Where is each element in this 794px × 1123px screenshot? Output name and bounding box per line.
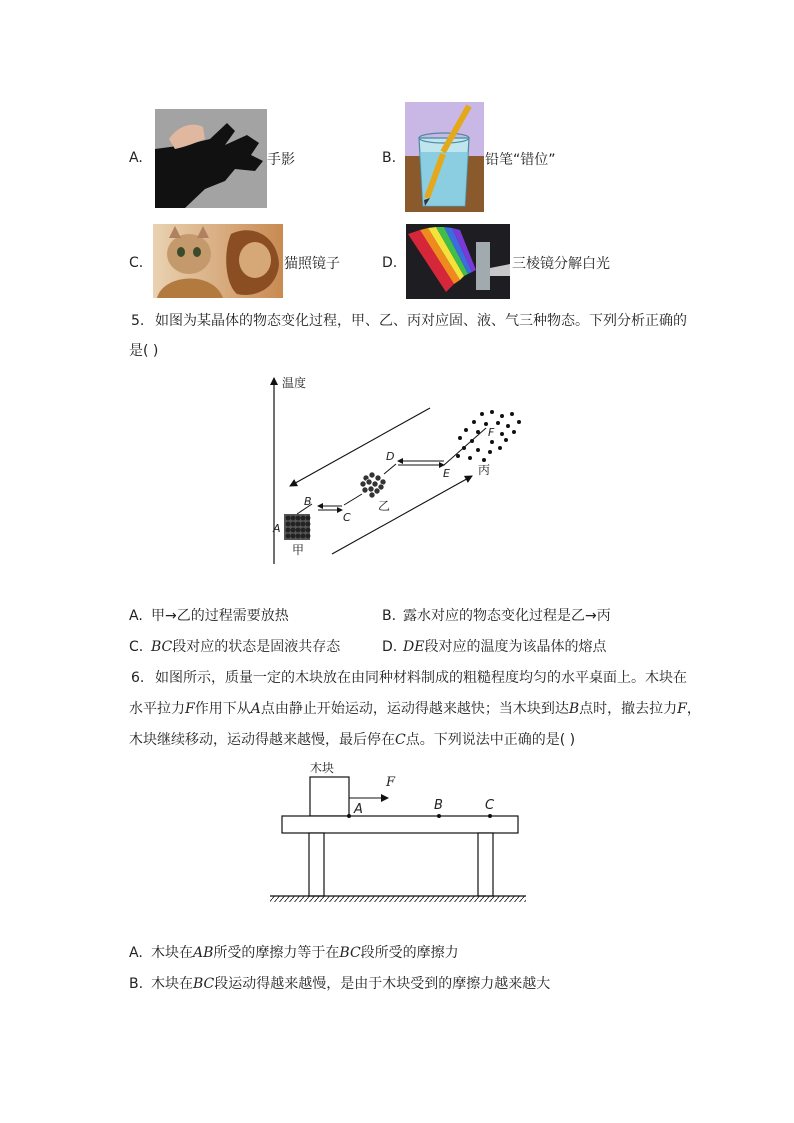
- point-label-e: E: [443, 467, 450, 480]
- table-leg-left: [309, 833, 324, 896]
- point-label-f: F: [488, 426, 495, 439]
- point-label-a: A: [273, 522, 281, 535]
- option-math: DE: [403, 639, 425, 655]
- option-text: 木块在BC段运动得越来越慢，是由于木块受到的摩擦力越来越大: [151, 976, 551, 992]
- question-stem: 水平拉力F作用下从A点由静止开始运动，运动得越来越快；当木块到达B点时，撤去拉力F，: [129, 701, 701, 717]
- question-stem: 是( ): [129, 343, 159, 359]
- option-text: 露水对应的物态变化过程是乙→丙: [403, 608, 611, 624]
- force-label: F: [386, 775, 396, 790]
- option-text: 段对应的状态是固液共存态: [172, 639, 341, 655]
- point-label-c: C: [485, 798, 495, 813]
- prism-spectrum-photo: [406, 224, 510, 299]
- state-label-yi: 乙: [378, 499, 391, 513]
- question-number: 5.: [131, 313, 145, 329]
- table-leg-right: [478, 833, 493, 896]
- state-label-jia: 甲: [292, 543, 305, 557]
- option-letter: A.: [129, 150, 143, 166]
- option-letter: B.: [129, 976, 144, 992]
- option-caption: 猫照镜子: [284, 256, 340, 272]
- option-caption: 三棱镜分解白光: [512, 256, 610, 272]
- question-stem: 如图为某晶体的物态变化过程，甲、乙、丙对应固、液、气三种物态。下列分析正确的: [155, 313, 687, 329]
- cat-mirror-photo: [153, 224, 283, 298]
- point-label-a: A: [354, 802, 363, 817]
- ground-hatching: [270, 896, 526, 902]
- option-letter: A.: [129, 608, 143, 624]
- lower-arrow: [332, 476, 472, 554]
- question-number: 6.: [131, 670, 145, 686]
- option-letter: B.: [382, 608, 397, 624]
- point-label-d: D: [386, 450, 395, 463]
- option-letter: D.: [382, 255, 398, 271]
- option-text: 段对应的温度为该晶体的熔点: [424, 639, 607, 655]
- pencil-in-water-photo: [405, 102, 484, 212]
- table-top: [282, 816, 518, 833]
- wooden-block: [310, 777, 349, 816]
- block-label: 木块: [310, 761, 335, 775]
- option-caption: 手影: [267, 152, 295, 168]
- option-caption: 铅笔“错位”: [485, 152, 556, 168]
- question-stem: 木块继续移动，运动得越来越慢，最后停在C点。下列说法中正确的是( ): [129, 732, 576, 748]
- option-text: 甲→乙的过程需要放热: [151, 608, 289, 624]
- option-letter: D.: [382, 639, 398, 655]
- option-text: 木块在AB所受的摩擦力等于在BC段所受的摩擦力: [151, 945, 459, 961]
- question-stem: 如图所示，质量一定的木块放在由同种材料制成的粗糙程度均匀的水平桌面上。木块在: [155, 670, 687, 686]
- y-axis-label: 温度: [282, 376, 307, 390]
- upper-arrow: [290, 408, 430, 486]
- option-letter: A.: [129, 945, 143, 961]
- phase-change-diagram: [262, 368, 532, 568]
- solid-particles: [284, 514, 310, 540]
- liquid-particles: [360, 472, 386, 498]
- point-label-c: C: [343, 511, 351, 524]
- option-letter: C.: [129, 639, 144, 655]
- option-math: BC: [151, 639, 173, 655]
- hand-shadow-photo: [155, 109, 267, 208]
- point-label-b: B: [304, 495, 312, 508]
- point-label-b: B: [434, 798, 443, 813]
- option-letter: B.: [382, 150, 397, 166]
- state-label-bing: 丙: [478, 463, 491, 477]
- option-letter: C.: [129, 255, 144, 271]
- table-block-diagram: [262, 755, 532, 910]
